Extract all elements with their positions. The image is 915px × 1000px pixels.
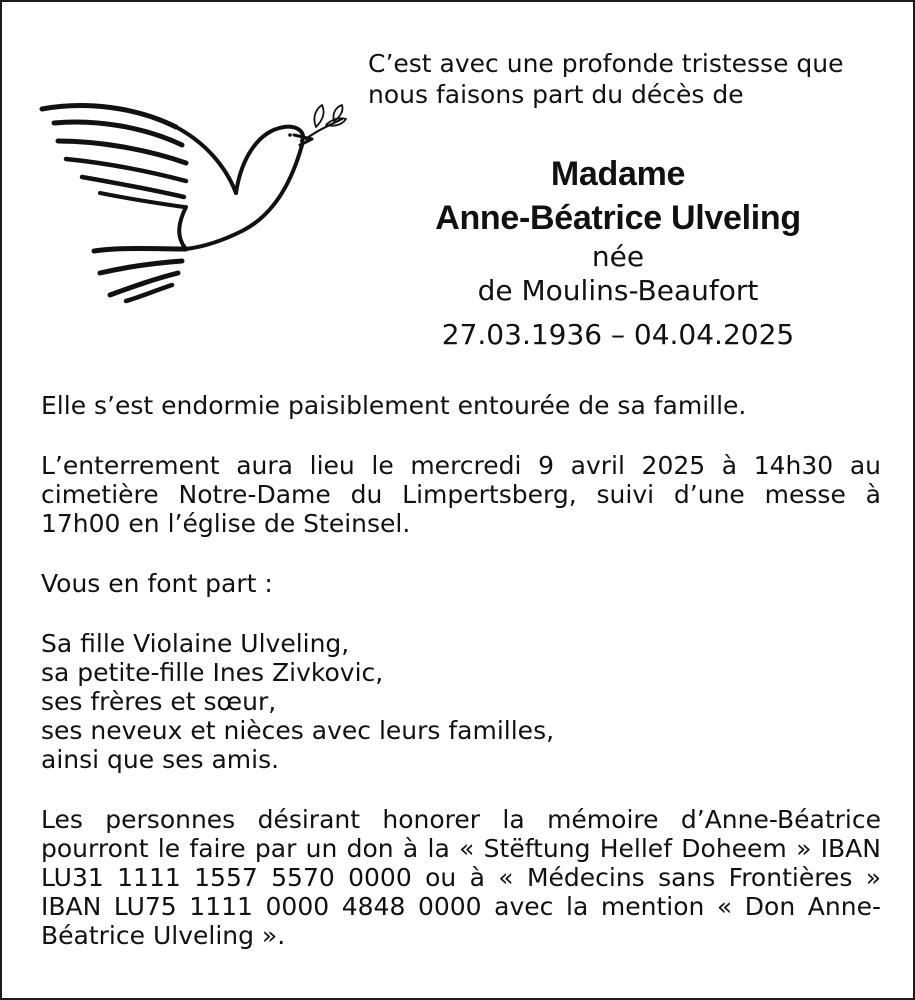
donation-info: Les personnes désirant honorer la mémoire d’Anne-Béatrice pourront le faire par un don à la « Stëftung Hellef Doheem » IBAN LU31 1111 1557 5570 0000 ou à « Médecins sans Frontières » IBAN LU75 1111 0000 4848 0000 avec la mention « Don Anne-Béatrice Ulveling ». <box>41 805 881 950</box>
dove-with-olive-branch-icon <box>36 97 352 307</box>
intro-text: C’est avec une profonde tristesse que nous faisons part du décès de <box>368 49 844 109</box>
nee-label: née <box>591 240 645 273</box>
funeral-details: L’enterrement aura lieu le mercredi 9 avril 2025 à 14h30 au cimetière Notre-Dame du Limpertsberg, suivi d’une messe à 17h00 en l’église de Steinsel. <box>41 451 881 538</box>
life-dates: 27.03.1936 – 04.04.2025 <box>441 318 795 351</box>
notice-body <box>41 391 881 950</box>
family-member: sa petite-fille Ines Zivkovic, <box>41 658 384 687</box>
family-list <box>41 629 881 774</box>
announcers-label: Vous en font part : <box>41 569 273 598</box>
honorific-title: Madame <box>550 155 686 193</box>
deceased-name: Anne-Béatrice Ulveling <box>435 199 801 237</box>
deceased-header <box>398 152 838 352</box>
family-member: ses neveux et nièces avec leurs familles, <box>41 716 555 745</box>
family-member: Sa fille Violaine Ulveling, <box>41 629 350 658</box>
maiden-name: de Moulins-Beaufort <box>477 274 759 307</box>
family-member: ainsi que ses amis. <box>41 745 280 774</box>
passing-statement: Elle s’est endormie paisiblement entourée de sa famille. <box>41 391 747 420</box>
family-member: ses frères et sœur, <box>41 687 277 716</box>
